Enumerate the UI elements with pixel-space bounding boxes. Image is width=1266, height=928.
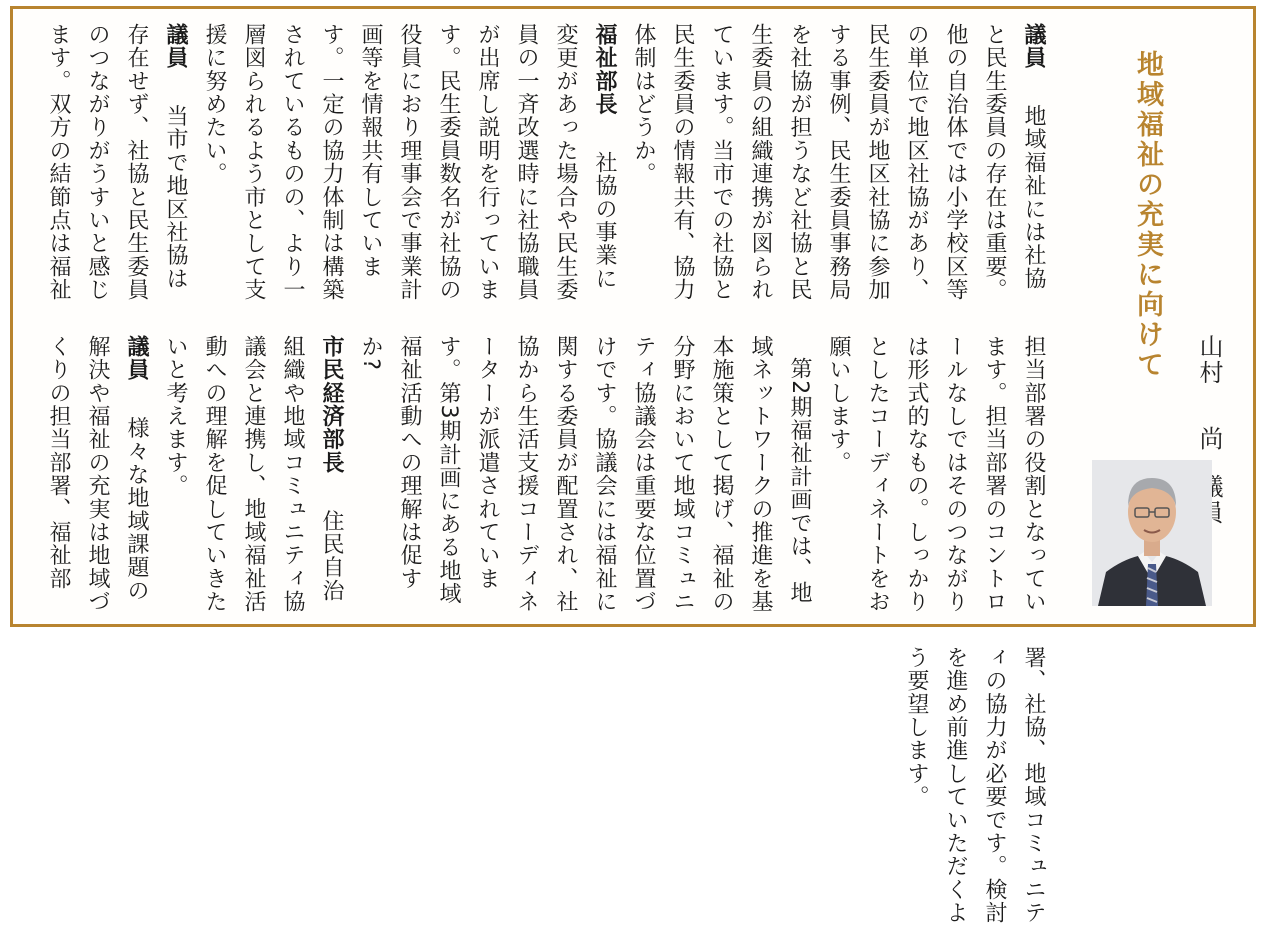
article-frame: [10, 6, 1256, 925]
paragraph-2: [195, 23, 624, 305]
speaker-label: 議員: [1021, 23, 1046, 70]
author-portrait: [1092, 460, 1212, 606]
author-surname: 山村: [1195, 334, 1223, 386]
paragraph-text: 社協の事業に変更があった場合や民生委員の一斉改選時に社協職員が出席し説明を行っています。民生委員数名が社協の役員におり理事会で事業計画等を情報共有しています。一定の協力体制は構築されているものの、より一層図られるよう市として支援に努めたい。: [202, 23, 617, 302]
speaker-label: 福祉部長: [592, 23, 617, 116]
author-given-name: 尚: [1195, 426, 1223, 452]
paragraph-text: 様々な地域課題の解決や福祉の充実は地域づくりの担当部署、福祉部署、社協、地域コミュニティの協力が必要です。検討を進め前進していただくよう要望します。: [46, 334, 1046, 925]
speaker-label: 議員: [124, 334, 149, 381]
portrait-illustration: [1092, 460, 1212, 606]
paragraph-4: [351, 335, 819, 617]
paragraph-1: [624, 23, 1053, 305]
article-title: 地域福祉の充実に向けて: [1132, 50, 1163, 380]
paragraph-5: [156, 335, 351, 617]
paragraph-text: 第2期福祉計画では、地域ネットワークの推進を基本施策として掲げ、福祉の分野において地域コミュニティ協議会は重要な位置づけです。協議会には福祉に関する委員が配置され、社協から生活支援コーディネーターが派遣されています。第3期計画にある地域福祉活動への理解は促すか?: [358, 334, 812, 613]
paragraph-text: 住民自治組織や地域コミュニティ協議会と連携し、地域福祉活動への理解を促していきたいと考えます。: [163, 334, 344, 613]
speaker-label: 市民経済部長: [319, 334, 344, 474]
speaker-label: 議員: [163, 23, 188, 70]
paragraph-text: 地域福祉には社協と民生委員の存在は重要。他の自治体では小学校区等の単位で地区社協があり、民生委員が地区社協に参加する事例、民生委員事務局を社協が担うなど社協と民生委員の組織連携が図られています。当市での社協と民生委員の情報共有、協力体制はどうか。: [631, 23, 1046, 302]
paragraph-text: 当市で地区社協は存在せず、社協と民生委員のつながりがうすいと感じます。双方の結節点は福祉担当部署の役割となっています。担当部署のコントロールなしではそのつながりは形式的なもの。しっかりとしたコーディネートをお願いします。: [46, 23, 1046, 613]
article-body: [33, 23, 1053, 925]
